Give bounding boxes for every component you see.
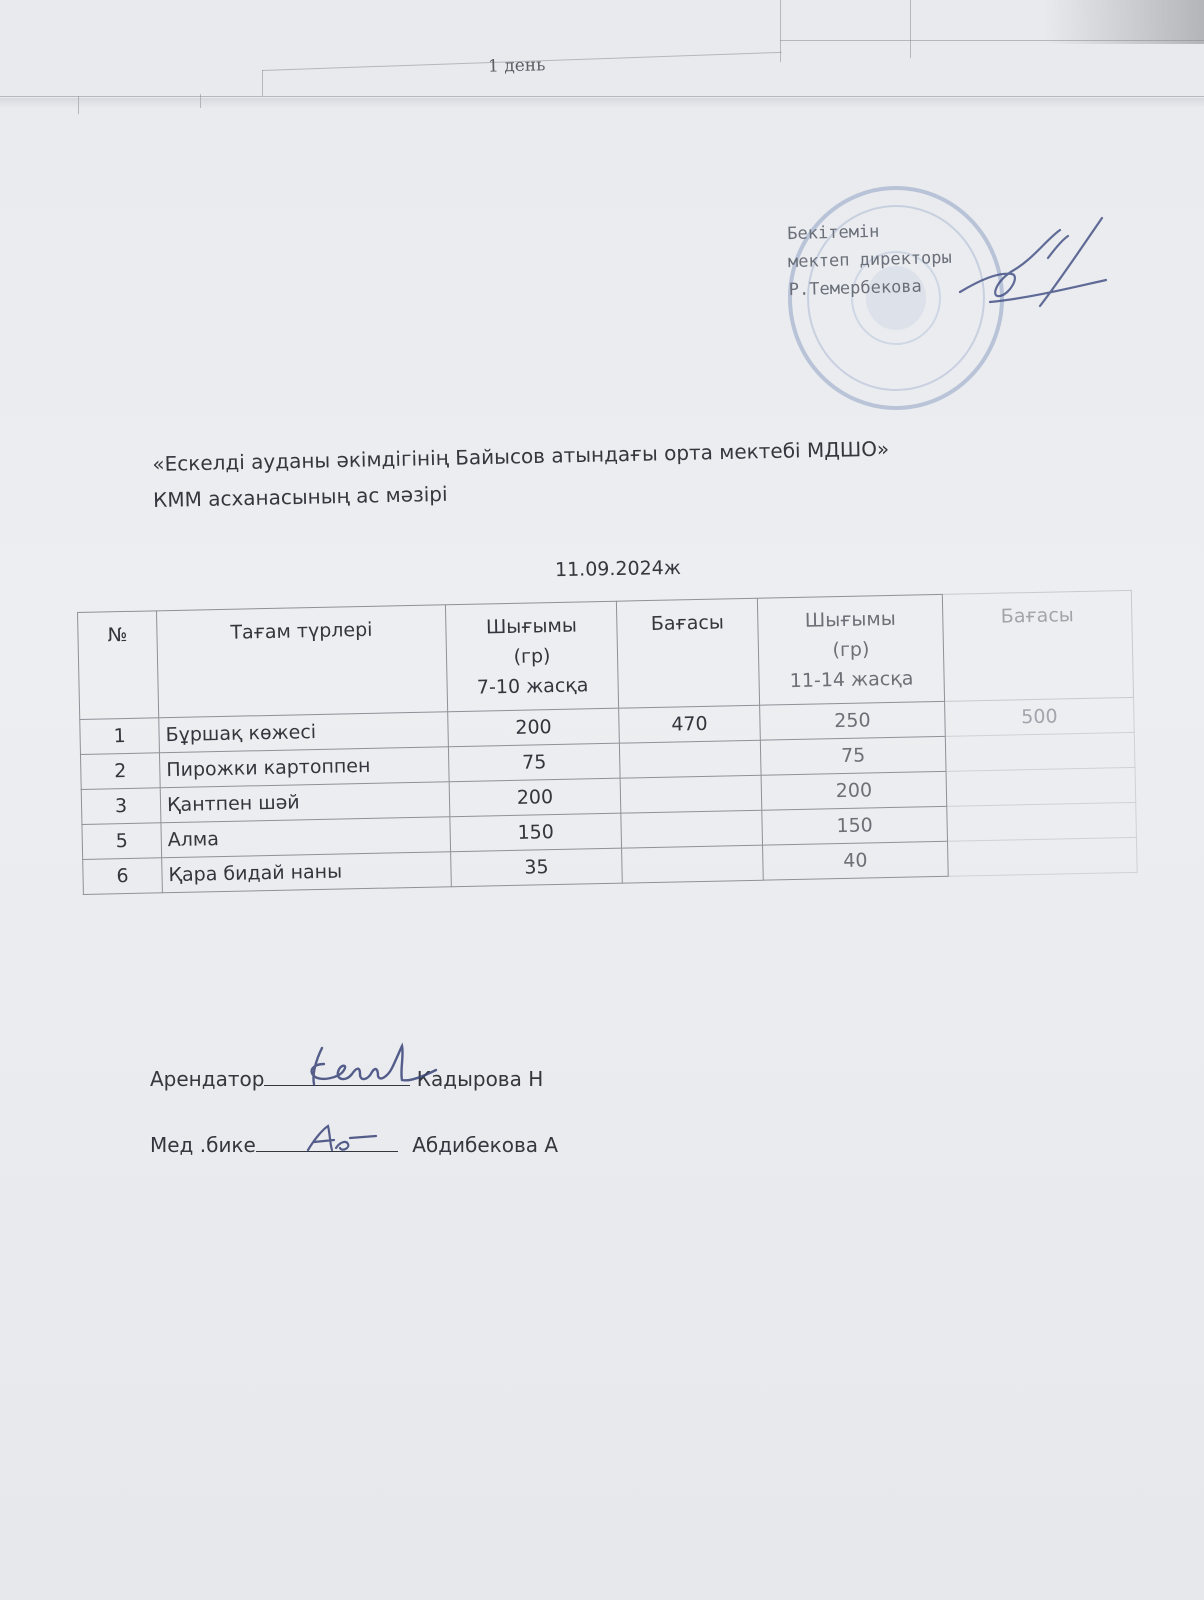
sheet-edge-line [0,96,1204,97]
shadow-corner [1044,0,1204,44]
header-yield-11-14-l1: Шығымы [804,607,896,632]
nurse-name: Абдибекова А [412,1133,559,1157]
cell-yield-11-14: 250 [760,701,946,740]
tenant-signature [300,1040,450,1096]
director-signature [950,210,1110,320]
cell-yield-11-14: 40 [763,841,949,880]
header-price-11-14: Бағасы [942,590,1133,701]
cell-dish: Пирожки картоппен [159,747,449,788]
nurse-label: Мед .бике [150,1133,256,1157]
header-yield-11-14-l3: 11-14 жасқа [789,667,914,693]
signatures-block [150,1046,558,1178]
cell-price-7-10 [622,845,764,883]
approval-line-approve: Бекітемін [787,221,880,245]
cell-num: 1 [80,718,160,755]
cell-price-11-14 [945,732,1135,771]
cell-price-7-10 [620,775,762,813]
cell-yield-7-10: 35 [451,848,623,887]
cell-dish: Қантпен шәй [160,782,450,823]
header-yield-7-10-l3: 7-10 жасқа [476,674,589,699]
nurse-signature [300,1118,390,1158]
cell-price-11-14: 500 [945,697,1135,736]
menu-table-wrap [77,590,1138,895]
cell-dish: Бұршақ көжесі [159,712,449,753]
approval-block [787,216,953,304]
nurse-signature-row [150,1112,558,1178]
cell-yield-7-10: 150 [450,813,622,852]
strip-rule [262,70,263,96]
cell-yield-11-14: 75 [760,736,946,775]
cell-price-7-10: 470 [619,705,761,743]
menu-table [77,590,1138,895]
cell-price-11-14 [946,767,1136,806]
header-yield-7-10-l2: (гр) [513,645,551,668]
tenant-signature-row [150,1046,558,1112]
cell-yield-7-10: 200 [448,708,620,747]
cell-yield-7-10: 200 [449,778,621,817]
header-yield-7-10 [445,601,618,712]
cell-dish: Қара бидай наны [162,852,452,893]
cell-num: 3 [81,788,161,825]
cell-price-7-10 [619,740,761,778]
menu-date: 11.09.2024ж [554,556,682,582]
cell-price-7-10 [621,810,763,848]
strip-rule [780,40,1204,41]
tenant-name: Кадырова Н [416,1067,544,1091]
cell-price-11-14 [947,837,1137,876]
previous-sheet-header: 1 день [487,55,546,77]
previous-sheet-strip [0,0,1204,108]
header-price-7-10: Бағасы [616,598,759,708]
header-yield-11-14-l2: (гр) [832,638,870,662]
header-num: № [78,611,159,720]
approval-line-position: мектеп директоры [787,247,952,273]
cell-yield-7-10: 75 [448,743,620,782]
strip-rule [910,0,911,58]
cell-yield-11-14: 150 [762,806,948,845]
cell-num: 2 [80,753,160,790]
header-yield-7-10-l1: Шығымы [485,614,578,639]
tenant-label: Арендатор [150,1067,265,1091]
cell-num: 6 [83,858,163,895]
approval-line-director: Р.Темербекова [788,276,923,301]
strip-rule [780,0,781,62]
sheet-edge-shadow [0,98,1204,108]
cell-num: 5 [82,823,162,860]
cell-yield-11-14: 200 [761,771,947,810]
title-line-2: КММ асханасының ас мәзірі [152,481,448,512]
header-dish-types: Тағам түрлері [156,605,447,718]
title-line-1: «Ескелді ауданы әкімдігінің Байысов атындағы орта мектебі МДШО» [152,436,890,476]
cell-dish: Алма [161,817,451,858]
header-yield-11-14 [757,594,944,705]
document-title [152,431,890,518]
cell-price-11-14 [947,802,1137,841]
